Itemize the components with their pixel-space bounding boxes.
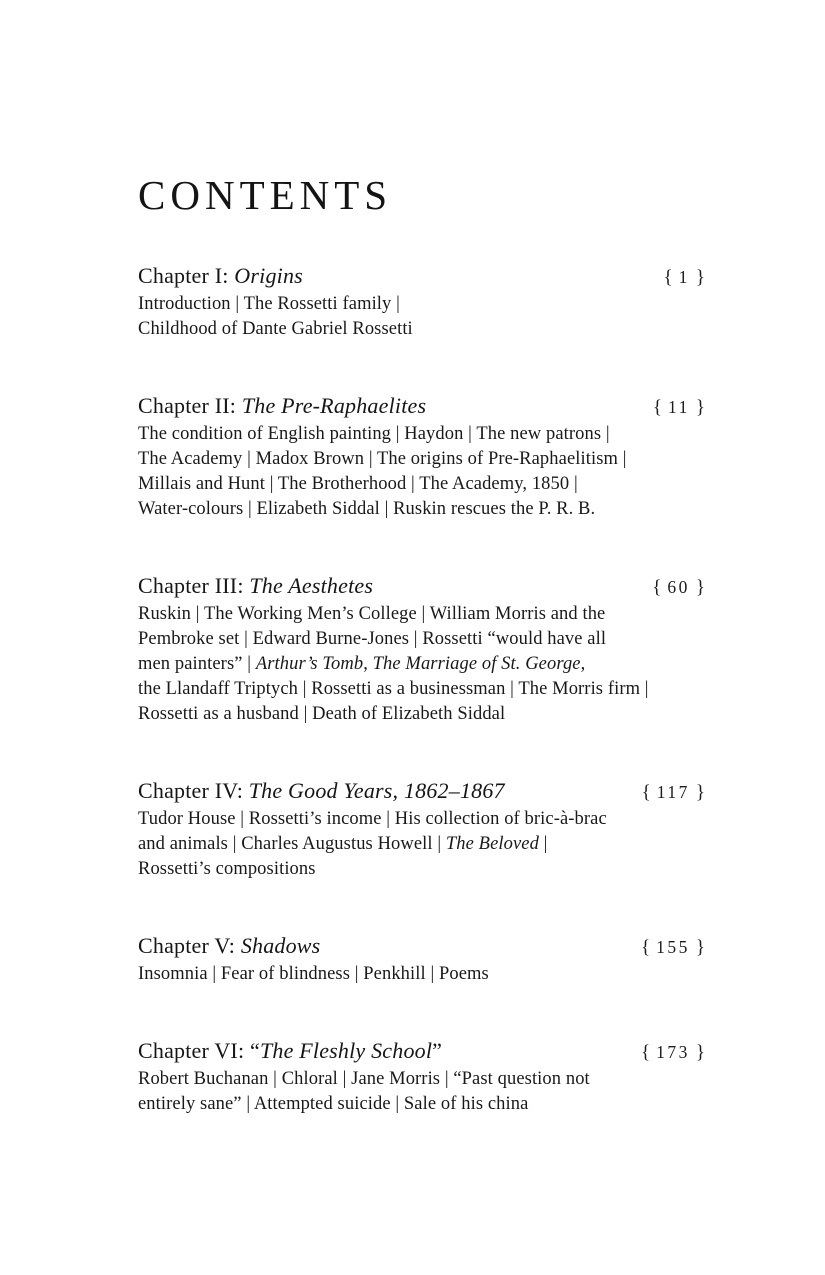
page-number-open-brace: { [641,1042,651,1063]
text-segment: Chapter IV: [138,778,249,803]
summary-line [138,602,705,627]
italic-segment: Origins [234,263,303,288]
page-number-value: 117 [656,782,690,802]
chapter-heading-text [138,572,373,600]
text-segment: ” [432,1038,443,1063]
chapter-summary [138,962,705,987]
italic-segment: The Pre-Raphaelites [241,393,427,418]
page-number-open-brace: { [641,937,651,958]
chapter-summary [138,292,705,342]
summary-line [138,962,705,987]
text-segment: Millais and Hunt | The Brotherhood | The Academy, 1850 | [138,474,578,494]
italic-segment: Shadows [240,933,321,958]
summary-line [138,447,705,472]
page-number [641,1038,705,1067]
toc-entry [138,777,705,882]
text-segment: men painters” | [138,654,256,674]
chapter-summary [138,602,705,727]
chapter-summary [138,1067,705,1117]
chapter-heading-row [138,262,705,292]
summary-line [138,652,705,677]
italic-segment: The Beloved [445,834,539,854]
text-segment: Childhood of Dante Gabriel Rossetti [138,319,413,339]
toc-entry [138,262,705,342]
page-number [642,778,705,807]
summary-line [138,807,705,832]
text-segment: Insomnia | Fear of blindness | Penkhill | Poems [138,964,489,984]
chapter-heading-text [138,262,303,290]
text-segment: Chapter III: [138,573,250,598]
chapter-heading-row [138,932,705,962]
chapter-heading-row [138,572,705,602]
text-segment: Water-colours | Elizabeth Siddal | Ruskin rescues the P. R. B. [138,499,596,519]
page-number-open-brace: { [641,782,651,803]
summary-line [138,292,705,317]
chapter-heading-text [138,392,426,420]
page-number-close-brace: } [695,937,705,958]
chapter-heading-row [138,392,705,422]
page-number [641,933,705,962]
text-segment: , [363,654,373,674]
page-number-close-brace: } [695,577,705,598]
text-segment: Robert Buchanan | Chloral | Jane Morris | “Past question not [138,1069,590,1089]
toc-entry [138,392,705,522]
toc-list [138,262,705,1117]
text-segment: | [538,834,548,854]
italic-segment: Arthur’s Tomb [255,654,364,674]
chapter-summary [138,422,705,522]
summary-line [138,317,705,342]
italic-segment: The Good Years, 1862–1867 [248,778,505,803]
text-segment: Tudor House | Rossetti’s income | His collection of bric-à-brac [138,809,607,829]
page-number-open-brace: { [652,577,662,598]
italic-segment: The Marriage of St. George [372,654,581,674]
chapter-heading-text [138,932,320,960]
toc-entry [138,572,705,727]
page-number-close-brace: } [695,1042,705,1063]
summary-line [138,472,705,497]
italic-segment: The Fleshly School [259,1038,433,1063]
page-number-value: 60 [667,577,690,597]
text-segment: The condition of English painting | Haydon | The new patrons | [138,424,610,444]
text-segment: and animals | Charles Augustus Howell | [138,834,446,854]
page-number-close-brace: } [695,397,705,418]
text-segment: Chapter II: [138,393,242,418]
toc-entry [138,932,705,987]
summary-line [138,1092,705,1117]
summary-line [138,627,705,652]
page-number-open-brace: { [652,397,663,418]
chapter-summary [138,807,705,882]
text-segment: Ruskin | The Working Men’s College | William Morris and the [138,604,606,624]
page-number-close-brace: } [695,782,705,803]
summary-line [138,832,705,857]
text-segment: the Llandaff Triptych | Rossetti as a businessman | The Morris firm | [138,679,649,699]
chapter-heading-text [138,777,505,805]
page-number-open-brace: { [663,267,673,288]
chapter-heading-row [138,1037,705,1067]
page-number [664,263,706,292]
text-segment: Rossetti as a husband | Death of Elizabeth Siddal [138,704,506,724]
text-segment: Chapter V: [138,933,241,958]
text-segment: The Academy | Madox Brown | The origins of Pre-Raphaelitism | [138,449,627,469]
toc-entry [138,1037,705,1117]
text-segment: Pembroke set | Edward Burne-Jones | Rossetti “would have all [138,629,607,649]
text-segment: Introduction | The Rossetti family | [138,294,400,314]
page-number-value: 173 [656,1042,690,1062]
page-number [652,573,705,602]
chapter-heading-row [138,777,705,807]
page-number-value: 155 [656,937,690,957]
summary-line [138,1067,705,1092]
page-number [653,393,705,422]
summary-line [138,497,705,522]
chapter-heading-text [138,1037,442,1065]
page-number-value: 11 [668,397,690,417]
text-segment: Chapter VI: “ [138,1038,260,1063]
text-segment: Rossetti’s compositions [138,859,316,879]
summary-line [138,677,705,702]
page-number-close-brace: } [695,267,705,288]
text-segment: Chapter I: [138,263,235,288]
italic-segment: The Aesthetes [249,573,374,598]
summary-line [138,857,705,882]
summary-line [138,422,705,447]
page-number-value: 1 [678,267,690,287]
summary-line [138,702,705,727]
page-title: CONTENTS [138,172,393,218]
text-segment: , [580,654,586,674]
text-segment: entirely sane” | Attempted suicide | Sale of his china [138,1094,529,1114]
